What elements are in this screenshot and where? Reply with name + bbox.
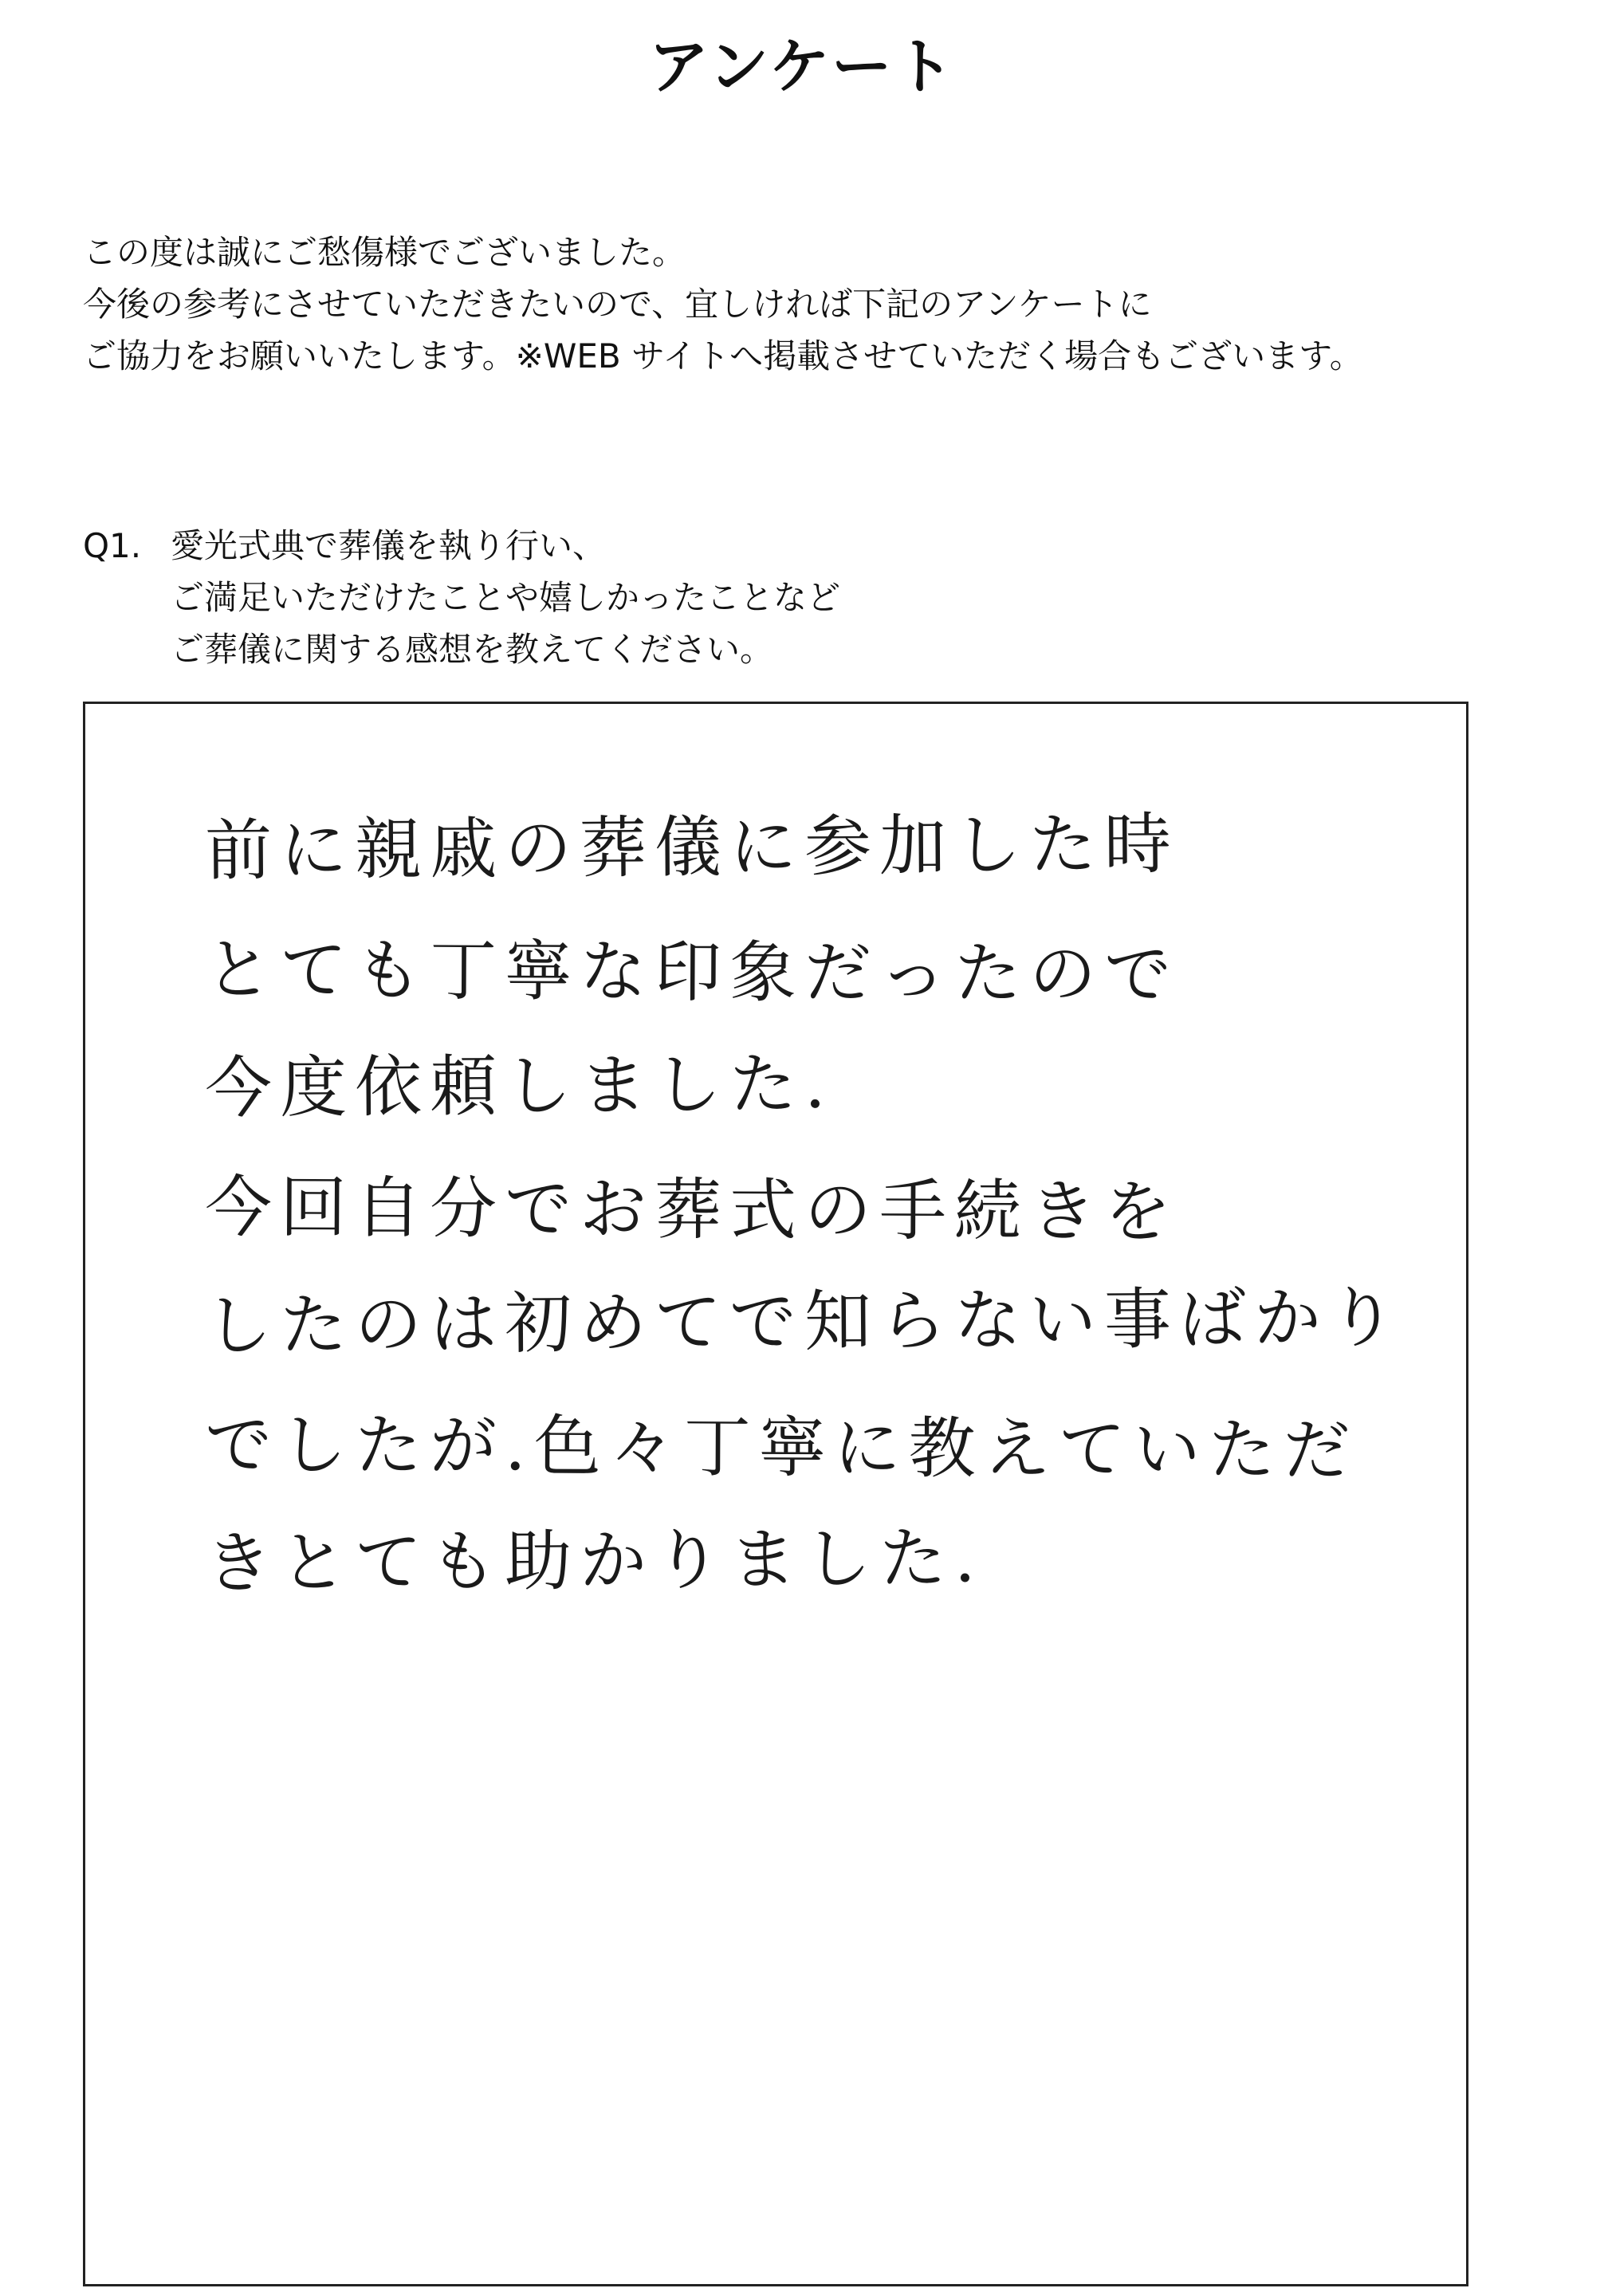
answer-line: でしたが.色々丁寧に教えていただ [204, 1406, 1358, 1490]
question-q1 [83, 520, 1518, 675]
answer-line: きとても助かりました. [204, 1519, 985, 1602]
intro-line: 今後の参考にさせていただきたいので、宜しければ下記のアンケートに [83, 285, 1152, 324]
intro-text [83, 226, 1518, 382]
question-number: Q1. [83, 526, 142, 565]
question-line: 愛光式典で葬儀を執り行い、 [171, 526, 607, 565]
intro-line: ご協力をお願いいたします。※WEB サイトへ掲載させていただく場合もございます。 [83, 336, 1363, 376]
answer-line: したのは初めてで知らない事ばかり [204, 1278, 1405, 1365]
answer-line: 今度依頼しました. [204, 1044, 835, 1127]
handwritten-answer [204, 792, 1405, 1623]
answer-line: 今回自分でお葬式の手続きを [204, 1168, 1180, 1252]
answer-line: 前に親戚の葬儀に参加した時 [204, 804, 1180, 890]
answer-line: とても丁寧な印象だったので [204, 930, 1180, 1014]
question-line: ご葬儀に関する感想を教えてください。 [171, 630, 774, 670]
page-title: アンケート [648, 31, 956, 102]
answer-box [83, 702, 1468, 2286]
intro-line: この度は誠にご愁傷様でございました。 [83, 233, 686, 272]
question-line: ご満足いただけたことや嬉しかったことなど [171, 578, 841, 618]
